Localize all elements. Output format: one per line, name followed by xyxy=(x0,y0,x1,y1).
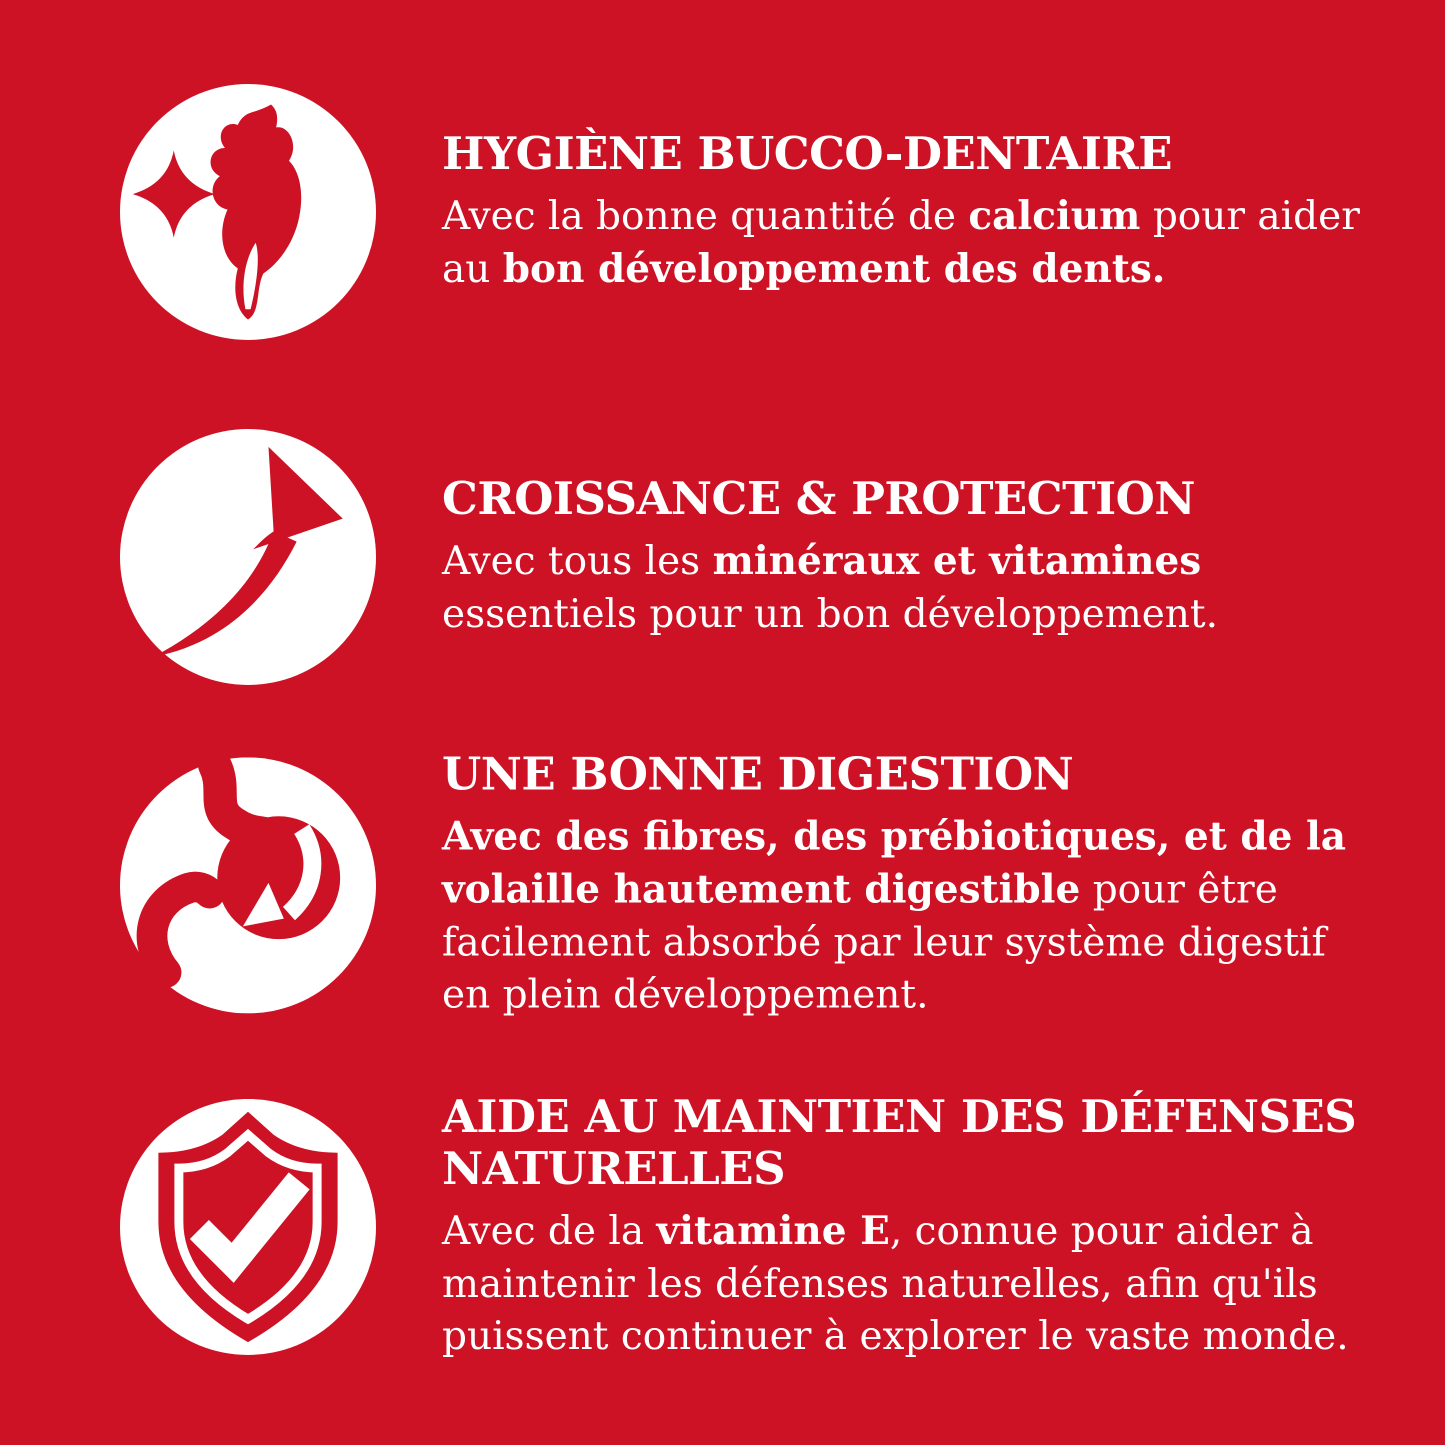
feature-body: Avec tous les minéraux et vitamines essentiels pour un bon développement. xyxy=(442,538,1218,637)
feature-row-defenses xyxy=(120,1091,1380,1363)
feature-title: UNE BONNE DIGESTION xyxy=(442,747,1074,801)
feature-body: Avec de la vitamine E, connue pour aider à maintenir les défenses naturelles, afin qu'ils puissent continuer à explorer le vaste monde. xyxy=(442,1208,1349,1359)
shield-check-icon xyxy=(120,1099,376,1355)
feature-title: AIDE AU MAINTIEN DES DÉFENSES NATURELLES xyxy=(442,1089,1357,1196)
feature-text-growth xyxy=(442,473,1380,641)
feature-body: Avec la bonne quantité de calcium pour aider au bon développement des dents. xyxy=(442,192,1360,293)
feature-body: Avec des fibres, des prébiotiques, et de la volaille hautement digestible pour être facilement absorbé par leur système digestif en plein développement. xyxy=(442,813,1347,1018)
feature-text-dental xyxy=(442,128,1380,297)
stomach-icon xyxy=(120,757,376,1013)
feature-row-digestion xyxy=(120,748,1380,1021)
feature-row-growth xyxy=(120,429,1380,685)
feature-title: HYGIÈNE BUCCO-DENTAIRE xyxy=(442,126,1173,180)
feature-text-defenses xyxy=(442,1091,1380,1363)
feature-title: CROISSANCE & PROTECTION xyxy=(442,472,1195,526)
feature-row-dental xyxy=(120,84,1380,340)
tooth-sparkle-icon xyxy=(120,84,376,340)
growth-arrow-icon xyxy=(120,429,376,685)
feature-text-digestion xyxy=(442,748,1380,1021)
